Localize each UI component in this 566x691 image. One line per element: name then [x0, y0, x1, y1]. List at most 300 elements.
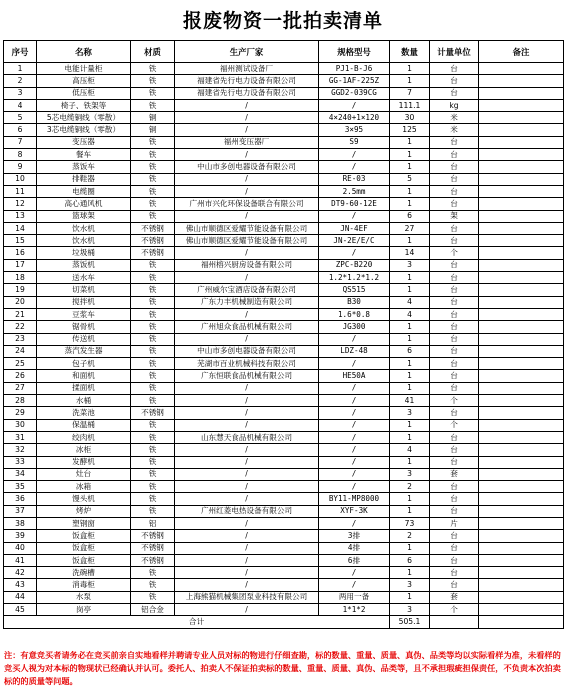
cell-name: 送水车: [37, 272, 131, 284]
cell-name: 岗亭: [37, 604, 131, 616]
cell-unit: 台: [430, 407, 479, 419]
cell-material: 铁: [131, 591, 175, 603]
cell-qty: 1: [390, 136, 430, 148]
cell-maker: 广州市兴化环保设备联合有限公司: [175, 198, 319, 210]
cell-maker: /: [175, 210, 319, 222]
cell-remark: [479, 579, 564, 591]
table-row: [4, 554, 564, 566]
cell-material: 铁: [131, 419, 175, 431]
table-row: [4, 185, 564, 197]
cell-qty: 1: [390, 591, 430, 603]
cell-no: 31: [4, 431, 37, 443]
cell-qty: 6: [390, 345, 430, 357]
table-row: [4, 358, 564, 370]
cell-spec: GGD2-039CG: [319, 87, 390, 99]
cell-qty: 3: [390, 579, 430, 591]
cell-qty: 1: [390, 63, 430, 75]
cell-name: 蒸饭车: [37, 161, 131, 173]
cell-unit: 米: [430, 112, 479, 124]
cell-no: 19: [4, 284, 37, 296]
cell-qty: 3: [390, 604, 430, 616]
cell-maker: /: [175, 567, 319, 579]
cell-no: 14: [4, 222, 37, 234]
cell-name: 蒸饭机: [37, 259, 131, 271]
cell-maker: /: [175, 333, 319, 345]
cell-spec: JN-4EF: [319, 222, 390, 234]
total-unit: [430, 616, 479, 628]
table-row: [4, 444, 564, 456]
cell-remark: [479, 185, 564, 197]
cell-no: 22: [4, 321, 37, 333]
cell-unit: 台: [430, 222, 479, 234]
cell-material: 铁: [131, 63, 175, 75]
cell-maker: 广州旭众食品机械有限公司: [175, 321, 319, 333]
cell-qty: 1: [390, 358, 430, 370]
cell-remark: [479, 75, 564, 87]
cell-unit: 台: [430, 382, 479, 394]
cell-spec: /: [319, 517, 390, 529]
cell-no: 18: [4, 272, 37, 284]
cell-spec: B30: [319, 296, 390, 308]
cell-qty: 14: [390, 247, 430, 259]
cell-remark: [479, 112, 564, 124]
cell-maker: 广东力丰机械制造有限公司: [175, 296, 319, 308]
cell-name: 揉面机: [37, 382, 131, 394]
cell-material: 铁: [131, 161, 175, 173]
cell-qty: 1: [390, 75, 430, 87]
cell-unit: 台: [430, 554, 479, 566]
cell-remark: [479, 210, 564, 222]
cell-no: 45: [4, 604, 37, 616]
table-row: [4, 75, 564, 87]
disclaimer-note: 注：有意竞买者请务必在竞买前亲自实地看样并聘请专业人员对标的物进行仔细查勘，标的数量、重量、质量、真伪、品类等均以实际看样为准，未看样的竞买人视为对本标的物现状已经确认并认可。委托人、拍卖人不保证拍卖标的数量、重量、质量、真伪、品类等，且不承担瑕疵担保责任，不负责本次拍卖标的的质量等问题。: [4, 650, 561, 686]
cell-name: 塑钢窗: [37, 517, 131, 529]
cell-qty: 1: [390, 272, 430, 284]
cell-spec: /: [319, 395, 390, 407]
cell-no: 40: [4, 542, 37, 554]
cell-material: 铁: [131, 395, 175, 407]
cell-spec: /: [319, 444, 390, 456]
cell-maker: /: [175, 604, 319, 616]
cell-remark: [479, 468, 564, 480]
cell-qty: 4: [390, 296, 430, 308]
cell-no: 21: [4, 308, 37, 320]
cell-name: 包子机: [37, 358, 131, 370]
cell-no: 25: [4, 358, 37, 370]
cell-material: 铁: [131, 333, 175, 345]
cell-material: 铁: [131, 431, 175, 443]
cell-qty: 125: [390, 124, 430, 136]
cell-unit: 台: [430, 370, 479, 382]
cell-name: 高心通风机: [37, 198, 131, 210]
cell-unit: kg: [430, 99, 479, 111]
cell-material: 铁: [131, 456, 175, 468]
cell-no: 30: [4, 419, 37, 431]
cell-qty: 1: [390, 198, 430, 210]
table-row: [4, 382, 564, 394]
cell-remark: [479, 63, 564, 75]
auction-list-table: [3, 40, 564, 629]
cell-remark: [479, 345, 564, 357]
table-row: [4, 468, 564, 480]
cell-qty: 6: [390, 210, 430, 222]
cell-material: 铜: [131, 112, 175, 124]
cell-name: 洗碗槽: [37, 567, 131, 579]
col-header-remark: 备注: [479, 41, 564, 63]
cell-maker: 佛山市顺德区爱耀节能设备有限公司: [175, 222, 319, 234]
cell-spec: S9: [319, 136, 390, 148]
table-row: [4, 124, 564, 136]
cell-remark: [479, 567, 564, 579]
cell-qty: 1: [390, 382, 430, 394]
cell-no: 39: [4, 530, 37, 542]
cell-remark: [479, 358, 564, 370]
cell-material: 铁: [131, 505, 175, 517]
table-row: [4, 222, 564, 234]
cell-unit: 台: [430, 505, 479, 517]
table-row: [4, 345, 564, 357]
table-row: [4, 431, 564, 443]
cell-remark: [479, 161, 564, 173]
cell-material: 铁: [131, 99, 175, 111]
cell-spec: 3排: [319, 530, 390, 542]
cell-no: 32: [4, 444, 37, 456]
cell-unit: 架: [430, 210, 479, 222]
cell-unit: 台: [430, 185, 479, 197]
cell-material: 铁: [131, 493, 175, 505]
cell-maker: 佛山市顺德区爱耀节能设备有限公司: [175, 235, 319, 247]
cell-spec: /: [319, 567, 390, 579]
cell-qty: 1: [390, 419, 430, 431]
cell-material: 铁: [131, 284, 175, 296]
cell-spec: /: [319, 419, 390, 431]
cell-unit: 台: [430, 567, 479, 579]
cell-unit: 台: [430, 333, 479, 345]
table-header-row: [4, 41, 564, 63]
cell-unit: 个: [430, 419, 479, 431]
cell-spec: /: [319, 468, 390, 480]
cell-unit: 台: [430, 272, 479, 284]
cell-material: 不锈钢: [131, 222, 175, 234]
cell-name: 豆浆车: [37, 308, 131, 320]
cell-maker: 芜湖市百业机械科技有限公司: [175, 358, 319, 370]
cell-spec: LDZ-48: [319, 345, 390, 357]
table-row: [4, 604, 564, 616]
cell-name: 饮水机: [37, 235, 131, 247]
cell-remark: [479, 284, 564, 296]
cell-name: 保温桶: [37, 419, 131, 431]
cell-unit: 台: [430, 136, 479, 148]
table-row: [4, 493, 564, 505]
cell-maker: /: [175, 395, 319, 407]
cell-no: 23: [4, 333, 37, 345]
cell-material: 铁: [131, 198, 175, 210]
cell-maker: /: [175, 444, 319, 456]
col-header-unit: 计量单位: [430, 41, 479, 63]
cell-name: 馒头机: [37, 493, 131, 505]
cell-spec: /: [319, 99, 390, 111]
cell-no: 5: [4, 112, 37, 124]
cell-remark: [479, 136, 564, 148]
cell-name: 椅子、铁架等: [37, 99, 131, 111]
cell-spec: BY11-MP8000: [319, 493, 390, 505]
cell-material: 不锈钢: [131, 530, 175, 542]
cell-no: 2: [4, 75, 37, 87]
total-row: [4, 616, 564, 628]
cell-material: 铁: [131, 481, 175, 493]
table-row: [4, 517, 564, 529]
table-row: [4, 63, 564, 75]
table-row: [4, 296, 564, 308]
cell-qty: 1: [390, 333, 430, 345]
cell-name: 饭盒柜: [37, 554, 131, 566]
cell-remark: [479, 530, 564, 542]
cell-qty: 1: [390, 284, 430, 296]
cell-qty: 1: [390, 505, 430, 517]
cell-remark: [479, 517, 564, 529]
cell-name: 消毒柜: [37, 579, 131, 591]
cell-spec: 6排: [319, 554, 390, 566]
cell-unit: 台: [430, 530, 479, 542]
cell-maker: 上海熊猫机械集团泵业科技有限公司: [175, 591, 319, 603]
cell-no: 7: [4, 136, 37, 148]
cell-maker: /: [175, 308, 319, 320]
cell-no: 44: [4, 591, 37, 603]
cell-unit: 台: [430, 358, 479, 370]
cell-no: 27: [4, 382, 37, 394]
cell-qty: 1: [390, 456, 430, 468]
cell-material: 铝合金: [131, 604, 175, 616]
cell-material: 铁: [131, 468, 175, 480]
cell-maker: /: [175, 149, 319, 161]
cell-unit: 台: [430, 235, 479, 247]
cell-qty: 3: [390, 259, 430, 271]
cell-name: 烤炉: [37, 505, 131, 517]
cell-no: 20: [4, 296, 37, 308]
cell-name: 和面机: [37, 370, 131, 382]
cell-spec: XYF-3K: [319, 505, 390, 517]
table-row: [4, 99, 564, 111]
table-row: [4, 247, 564, 259]
cell-maker: 广州威尔宝酒店设备有限公司: [175, 284, 319, 296]
cell-remark: [479, 604, 564, 616]
cell-remark: [479, 235, 564, 247]
cell-qty: 1: [390, 235, 430, 247]
cell-remark: [479, 308, 564, 320]
cell-spec: 1.6*0.8: [319, 308, 390, 320]
cell-remark: [479, 296, 564, 308]
cell-spec: /: [319, 161, 390, 173]
cell-spec: /: [319, 481, 390, 493]
cell-material: 铁: [131, 210, 175, 222]
cell-no: 9: [4, 161, 37, 173]
cell-unit: 台: [430, 308, 479, 320]
cell-material: 铁: [131, 321, 175, 333]
cell-no: 10: [4, 173, 37, 185]
cell-unit: 台: [430, 259, 479, 271]
cell-material: 铁: [131, 173, 175, 185]
cell-qty: 41: [390, 395, 430, 407]
total-label: 合计: [4, 616, 390, 628]
table-body: [4, 63, 564, 616]
table-row: [4, 407, 564, 419]
cell-material: 不锈钢: [131, 407, 175, 419]
cell-remark: [479, 198, 564, 210]
cell-remark: [479, 554, 564, 566]
cell-qty: 5: [390, 173, 430, 185]
cell-name: 灶台: [37, 468, 131, 480]
cell-name: 垃圾桶: [37, 247, 131, 259]
cell-remark: [479, 173, 564, 185]
cell-maker: /: [175, 124, 319, 136]
cell-unit: 台: [430, 481, 479, 493]
cell-remark: [479, 99, 564, 111]
cell-unit: 个: [430, 395, 479, 407]
cell-spec: /: [319, 579, 390, 591]
cell-remark: [479, 395, 564, 407]
cell-name: 绞肉机: [37, 431, 131, 443]
cell-name: 5芯电缆铜线（零散）: [37, 112, 131, 124]
cell-maker: /: [175, 530, 319, 542]
cell-maker: /: [175, 185, 319, 197]
cell-qty: 1: [390, 431, 430, 443]
table-row: [4, 505, 564, 517]
cell-maker: /: [175, 112, 319, 124]
cell-material: 铁: [131, 345, 175, 357]
cell-spec: JG300: [319, 321, 390, 333]
cell-remark: [479, 493, 564, 505]
cell-qty: 7: [390, 87, 430, 99]
col-header-spec: 规格型号: [319, 41, 390, 63]
cell-maker: 福州变压器厂: [175, 136, 319, 148]
cell-spec: /: [319, 358, 390, 370]
cell-material: 铁: [131, 136, 175, 148]
col-header-maker: 生产厂家: [175, 41, 319, 63]
cell-remark: [479, 542, 564, 554]
cell-maker: /: [175, 419, 319, 431]
cell-maker: /: [175, 382, 319, 394]
cell-qty: 27: [390, 222, 430, 234]
cell-unit: 台: [430, 345, 479, 357]
cell-spec: /: [319, 210, 390, 222]
cell-no: 16: [4, 247, 37, 259]
cell-no: 3: [4, 87, 37, 99]
cell-remark: [479, 444, 564, 456]
table-row: [4, 161, 564, 173]
cell-no: 42: [4, 567, 37, 579]
cell-name: 水泵: [37, 591, 131, 603]
cell-spec: ZPC-B220: [319, 259, 390, 271]
cell-material: 铁: [131, 579, 175, 591]
cell-material: 不锈钢: [131, 247, 175, 259]
cell-remark: [479, 370, 564, 382]
cell-unit: 台: [430, 161, 479, 173]
table-row: [4, 333, 564, 345]
cell-qty: 2: [390, 530, 430, 542]
cell-remark: [479, 333, 564, 345]
cell-name: 3芯电缆铜线（零散）: [37, 124, 131, 136]
table-row: [4, 284, 564, 296]
cell-unit: 台: [430, 321, 479, 333]
cell-qty: 2: [390, 481, 430, 493]
cell-spec: 4排: [319, 542, 390, 554]
cell-no: 11: [4, 185, 37, 197]
cell-material: 铁: [131, 358, 175, 370]
cell-maker: /: [175, 493, 319, 505]
cell-material: 铁: [131, 87, 175, 99]
cell-no: 28: [4, 395, 37, 407]
cell-material: 铁: [131, 567, 175, 579]
table-row: [4, 235, 564, 247]
cell-qty: 3: [390, 468, 430, 480]
col-header-name: 名称: [37, 41, 131, 63]
table-row: [4, 395, 564, 407]
cell-spec: /: [319, 431, 390, 443]
cell-material: 铁: [131, 185, 175, 197]
cell-remark: [479, 481, 564, 493]
col-header-material: 材质: [131, 41, 175, 63]
cell-qty: 3: [390, 407, 430, 419]
cell-material: 不锈钢: [131, 235, 175, 247]
table-row: [4, 272, 564, 284]
cell-no: 12: [4, 198, 37, 210]
cell-spec: 两用一备: [319, 591, 390, 603]
cell-no: 36: [4, 493, 37, 505]
cell-name: 冰柜: [37, 444, 131, 456]
cell-spec: /: [319, 333, 390, 345]
cell-qty: 6: [390, 554, 430, 566]
cell-maker: /: [175, 456, 319, 468]
cell-remark: [479, 321, 564, 333]
document-title: 报废物资一批拍卖清单: [182, 10, 383, 32]
table-row: [4, 259, 564, 271]
cell-qty: 1: [390, 185, 430, 197]
cell-name: 篮球架: [37, 210, 131, 222]
cell-spec: GG-1AF-225Z: [319, 75, 390, 87]
cell-name: 洗菜池: [37, 407, 131, 419]
cell-no: 35: [4, 481, 37, 493]
cell-maker: 中山市多创电器设备有限公司: [175, 161, 319, 173]
cell-name: 饭盒柜: [37, 542, 131, 554]
cell-no: 13: [4, 210, 37, 222]
table-row: [4, 112, 564, 124]
cell-no: 8: [4, 149, 37, 161]
cell-material: 铁: [131, 444, 175, 456]
cell-maker: 中山市多创电器设备有限公司: [175, 345, 319, 357]
cell-maker: /: [175, 542, 319, 554]
cell-no: 26: [4, 370, 37, 382]
cell-qty: 1: [390, 567, 430, 579]
cell-remark: [479, 591, 564, 603]
table-row: [4, 456, 564, 468]
cell-maker: /: [175, 173, 319, 185]
cell-unit: 个: [430, 604, 479, 616]
cell-unit: 台: [430, 542, 479, 554]
table-row: [4, 149, 564, 161]
cell-material: 铁: [131, 259, 175, 271]
cell-unit: 台: [430, 493, 479, 505]
cell-spec: JN-2E/E/C: [319, 235, 390, 247]
cell-material: 铜: [131, 124, 175, 136]
table-row: [4, 321, 564, 333]
table-row: [4, 591, 564, 603]
cell-unit: 套: [430, 591, 479, 603]
cell-remark: [479, 259, 564, 271]
cell-remark: [479, 247, 564, 259]
cell-maker: /: [175, 554, 319, 566]
cell-no: 15: [4, 235, 37, 247]
cell-qty: 30: [390, 112, 430, 124]
